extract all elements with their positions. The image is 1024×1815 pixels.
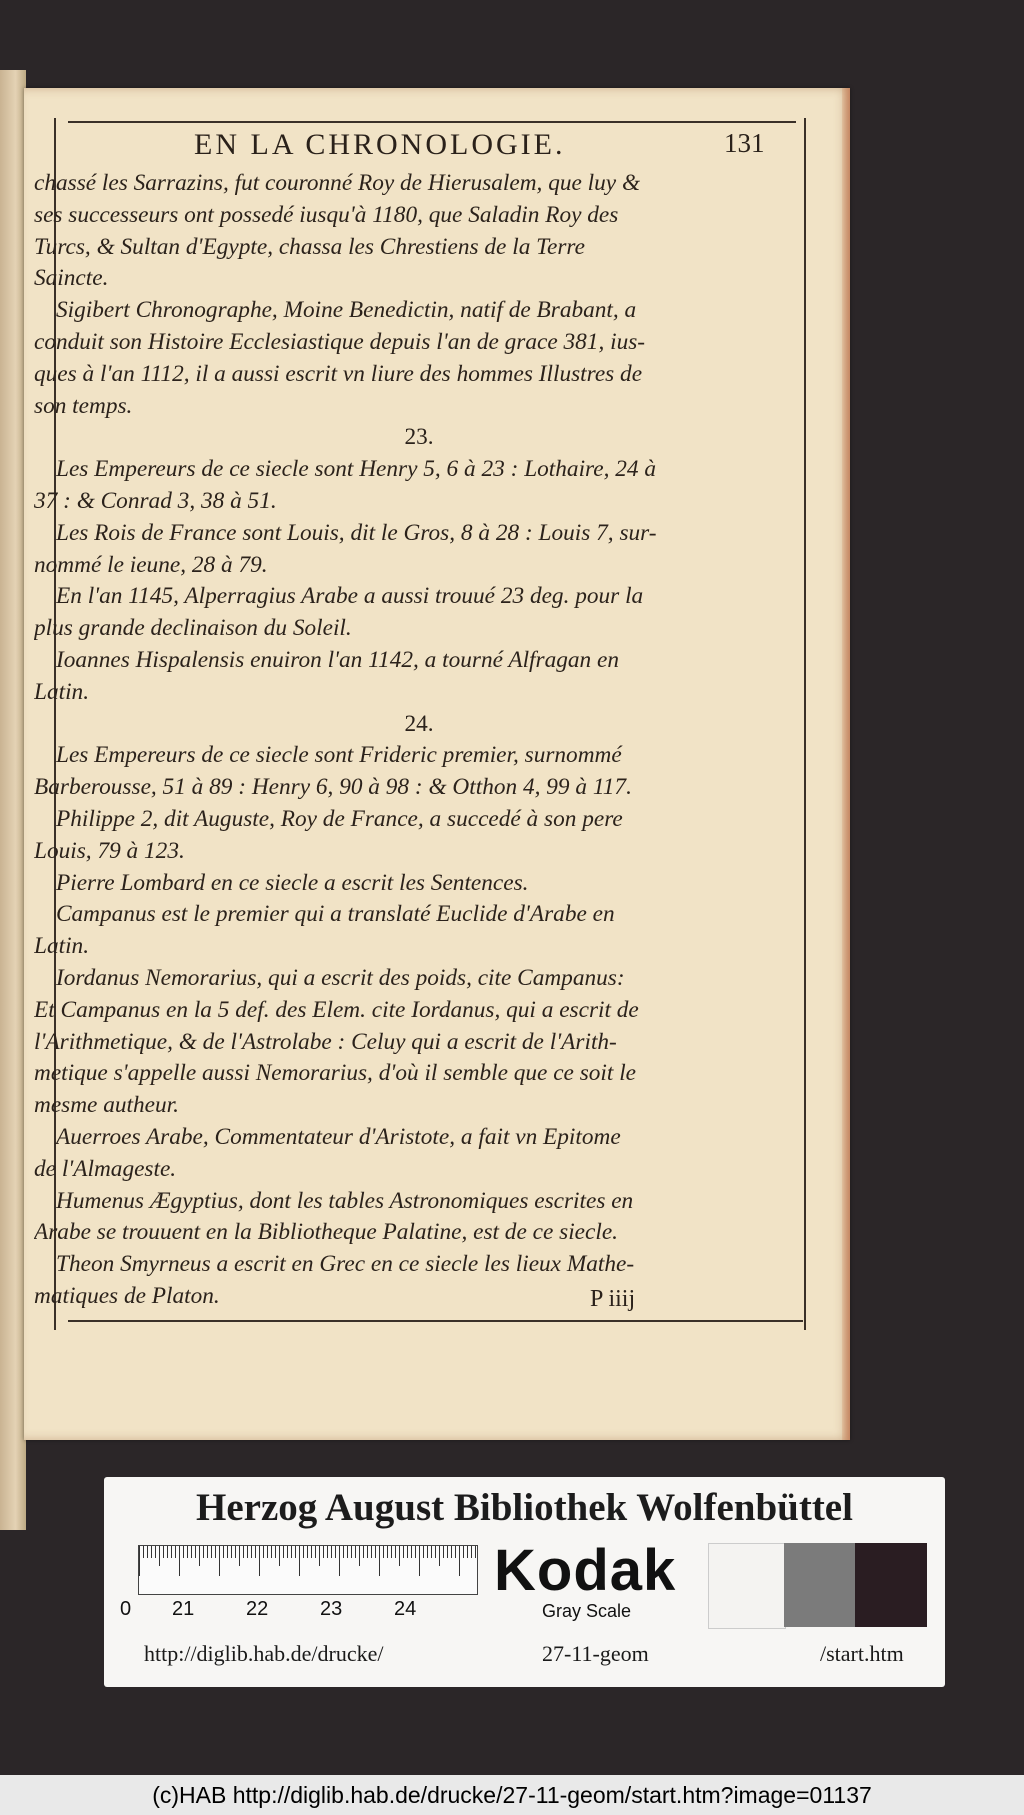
book-left-edge	[0, 70, 26, 1530]
ruler-tick	[195, 1546, 196, 1558]
ruler-tick	[147, 1546, 148, 1558]
text-line: Les Rois de France sont Louis, dit le Gros, 8 à 28 : Louis 7, sur-	[56, 519, 657, 546]
text-line: chassé les Sarrazins, fut couronné Roy de Hierusalem, que luy &	[34, 170, 641, 196]
ruler-tick	[367, 1546, 368, 1558]
ruler-label: 0	[120, 1598, 132, 1620]
text-line: son temps.	[34, 392, 133, 419]
ruler-tick	[359, 1546, 360, 1566]
ruler-tick	[231, 1546, 232, 1558]
ruler-tick	[439, 1546, 440, 1566]
ruler-tick	[239, 1546, 240, 1566]
text-line: Theon Smyrneus a escrit en Grec en ce siecle les lieux Mathe-	[56, 1251, 635, 1278]
ruler-tick	[443, 1546, 444, 1558]
text-line: Louis, 79 à 123.	[34, 837, 185, 864]
ruler-label: 23	[320, 1598, 343, 1620]
ruler-tick	[387, 1546, 388, 1558]
ruler-tick	[263, 1546, 264, 1558]
body-text	[34, 168, 804, 1313]
ruler-tick	[399, 1546, 400, 1566]
text-line: mesme autheur.	[34, 1092, 179, 1119]
ruler-tick	[411, 1546, 412, 1558]
library-name: Herzog August Bibliothek Wolfenbüttel	[196, 1486, 853, 1529]
ruler-tick	[211, 1546, 212, 1558]
ruler-tick	[279, 1546, 280, 1566]
signature-mark: P iiij	[590, 1286, 636, 1312]
ruler-tick	[235, 1546, 236, 1558]
ruler-tick	[407, 1546, 408, 1558]
text-line: ses successeurs ont possedé iusqu'à 1180, que Saladin Roy des	[34, 201, 619, 228]
ruler-tick	[167, 1546, 168, 1558]
ruler-tick	[175, 1546, 176, 1558]
ruler-tick	[471, 1546, 472, 1558]
running-head: EN LA CHRONOLOGIE.	[194, 128, 566, 161]
ruler-tick	[423, 1546, 424, 1558]
ruler-tick	[299, 1546, 300, 1576]
ruler-tick	[271, 1546, 272, 1558]
ruler-tick	[163, 1546, 164, 1558]
ruler-tick	[227, 1546, 228, 1558]
white-swatch	[708, 1543, 786, 1629]
ruler-tick	[247, 1546, 248, 1558]
ruler-tick	[375, 1546, 376, 1558]
measurement-ruler	[138, 1545, 478, 1595]
ruler-tick	[355, 1546, 356, 1558]
ruler-tick	[351, 1546, 352, 1558]
target-card	[104, 1477, 945, 1687]
text-line: metique s'appelle aussi Nemorarius, d'où il semble que ce soit le	[34, 1060, 637, 1087]
ruler-tick	[223, 1546, 224, 1558]
ruler-tick	[331, 1546, 332, 1558]
ruler-tick	[459, 1546, 460, 1576]
ruler-tick	[219, 1546, 220, 1576]
ruler-tick	[315, 1546, 316, 1558]
kodak-logo: Kodak	[494, 1538, 677, 1603]
ruler-tick	[183, 1546, 184, 1558]
ruler-tick	[307, 1546, 308, 1558]
text-line: Auerroes Arabe, Commentateur d'Aristote, a fait vn Epitome	[56, 1123, 621, 1150]
ruler-tick	[255, 1546, 256, 1558]
text-line: Ioannes Hispalensis enuiron l'an 1142, a tourné Alfragan en	[56, 646, 620, 673]
section-number: 24.	[404, 710, 434, 737]
ruler-tick	[155, 1546, 156, 1558]
ruler-tick	[171, 1546, 172, 1558]
ruler-tick	[151, 1546, 152, 1558]
ruler-tick	[139, 1546, 140, 1576]
ruler-tick	[363, 1546, 364, 1558]
text-line: Les Empereurs de ce siecle sont Frideric premier, surnommé	[56, 742, 622, 769]
text-line: Latin.	[34, 678, 90, 705]
ruler-tick	[187, 1546, 188, 1558]
page-number: 131	[724, 128, 765, 158]
text-line: En l'an 1145, Alperragius Arabe a aussi trouué 23 deg. pour la	[56, 583, 644, 610]
ruler-tick	[451, 1546, 452, 1558]
text-line: Campanus est le premier qui a translaté Euclide d'Arabe en	[56, 901, 615, 928]
ruler-label: 21	[172, 1598, 195, 1620]
text-line: Arabe se trouuent en la Bibliotheque Palatine, est de ce siecle.	[34, 1219, 618, 1246]
ruler-tick	[215, 1546, 216, 1558]
text-line: plus grande declinaison du Soleil.	[34, 615, 352, 642]
ruler-tick	[467, 1546, 468, 1558]
gray-swatch	[784, 1543, 855, 1627]
text-line: Et Campanus en la 5 def. des Elem. cite Iordanus, qui a escrit de	[34, 996, 639, 1023]
ruler-tick	[379, 1546, 380, 1576]
ruler-tick	[343, 1546, 344, 1558]
ruler-tick	[435, 1546, 436, 1558]
text-line: Sigibert Chronographe, Moine Benedictin, natif de Brabant, a	[56, 297, 637, 324]
ruler-tick	[427, 1546, 428, 1558]
text-line: Barberousse, 51 à 89 : Henry 6, 90 à 98 : & Otthon 4, 99 à 117.	[34, 774, 632, 801]
ruler-tick	[335, 1546, 336, 1558]
ruler-tick	[259, 1546, 260, 1576]
ruler-tick	[319, 1546, 320, 1566]
black-swatch	[855, 1543, 927, 1627]
ruler-tick	[419, 1546, 420, 1576]
text-line: matiques de Platon.	[34, 1282, 220, 1309]
text-line: 37 : & Conrad 3, 38 à 51.	[34, 487, 277, 514]
ruler-tick	[203, 1546, 204, 1558]
ruler-tick	[251, 1546, 252, 1558]
text-line: l'Arithmetique, & de l'Astrolabe : Celuy qui a escrit de l'Arith-	[34, 1028, 617, 1055]
text-line: nommé le ieune, 28 à 79.	[34, 551, 268, 578]
ruler-tick	[403, 1546, 404, 1558]
ruler-tick	[291, 1546, 292, 1558]
text-line: ques à l'an 1112, il a aussi escrit vn liure des hommes Illustres de	[34, 360, 643, 387]
ruler-tick	[371, 1546, 372, 1558]
ruler-tick	[347, 1546, 348, 1558]
section-number: 23.	[404, 424, 434, 451]
copyright-footer: (c)HAB http://diglib.hab.de/drucke/27-11-geom/start.htm?image=01137	[0, 1775, 1024, 1815]
ruler-tick	[463, 1546, 464, 1558]
url-suffix: /start.htm	[820, 1641, 904, 1666]
ruler-tick	[383, 1546, 384, 1558]
text-line: Pierre Lombard en ce siecle a escrit les Sentences.	[56, 869, 529, 896]
bottom-rule	[68, 1320, 803, 1322]
url-base: http://diglib.hab.de/drucke/	[144, 1641, 384, 1666]
ruler-tick	[159, 1546, 160, 1566]
text-line: Latin.	[34, 933, 90, 960]
ruler-label: 22	[246, 1598, 269, 1620]
ruler-tick	[143, 1546, 144, 1558]
text-line: Turcs, & Sultan d'Egypte, chassa les Chrestiens de la Terre	[34, 233, 585, 260]
ruler-tick	[179, 1546, 180, 1576]
url-id: 27-11-geom	[542, 1641, 649, 1666]
ruler-tick	[475, 1546, 476, 1558]
text-line: Philippe 2, dit Auguste, Roy de France, a succedé à son pere	[56, 805, 623, 832]
text-line: Les Empereurs de ce siecle sont Henry 5, 6 à 23 : Lothaire, 24 à	[56, 456, 657, 483]
ruler-tick	[275, 1546, 276, 1558]
ruler-tick	[455, 1546, 456, 1558]
ruler-tick	[207, 1546, 208, 1558]
ruler-tick	[267, 1546, 268, 1558]
top-rule	[68, 121, 796, 123]
text-line: de l'Almageste.	[34, 1155, 177, 1182]
ruler-tick	[287, 1546, 288, 1558]
text-line: conduit son Histoire Ecclesiastique depuis l'an de grace 381, ius-	[34, 328, 646, 355]
ruler-tick	[311, 1546, 312, 1558]
ruler-tick	[391, 1546, 392, 1558]
ruler-tick	[295, 1546, 296, 1558]
ruler-tick	[395, 1546, 396, 1558]
text-line: Humenus Ægyptius, dont les tables Astronomiques escrites en	[56, 1187, 634, 1214]
ruler-tick	[431, 1546, 432, 1558]
ruler-tick	[327, 1546, 328, 1558]
ruler-tick	[303, 1546, 304, 1558]
gray-scale-label: Gray Scale	[542, 1601, 632, 1621]
ruler-tick	[339, 1546, 340, 1576]
ruler-label: 24	[394, 1598, 417, 1620]
text-line: Saincte.	[34, 265, 109, 292]
ruler-tick	[447, 1546, 448, 1558]
ruler-tick	[415, 1546, 416, 1558]
text-line: Iordanus Nemorarius, qui a escrit des poids, cite Campanus:	[56, 964, 625, 991]
ruler-tick	[283, 1546, 284, 1558]
ruler-tick	[191, 1546, 192, 1558]
ruler-tick	[323, 1546, 324, 1558]
book-page	[24, 88, 850, 1440]
ruler-tick	[199, 1546, 200, 1566]
ruler-tick	[243, 1546, 244, 1558]
